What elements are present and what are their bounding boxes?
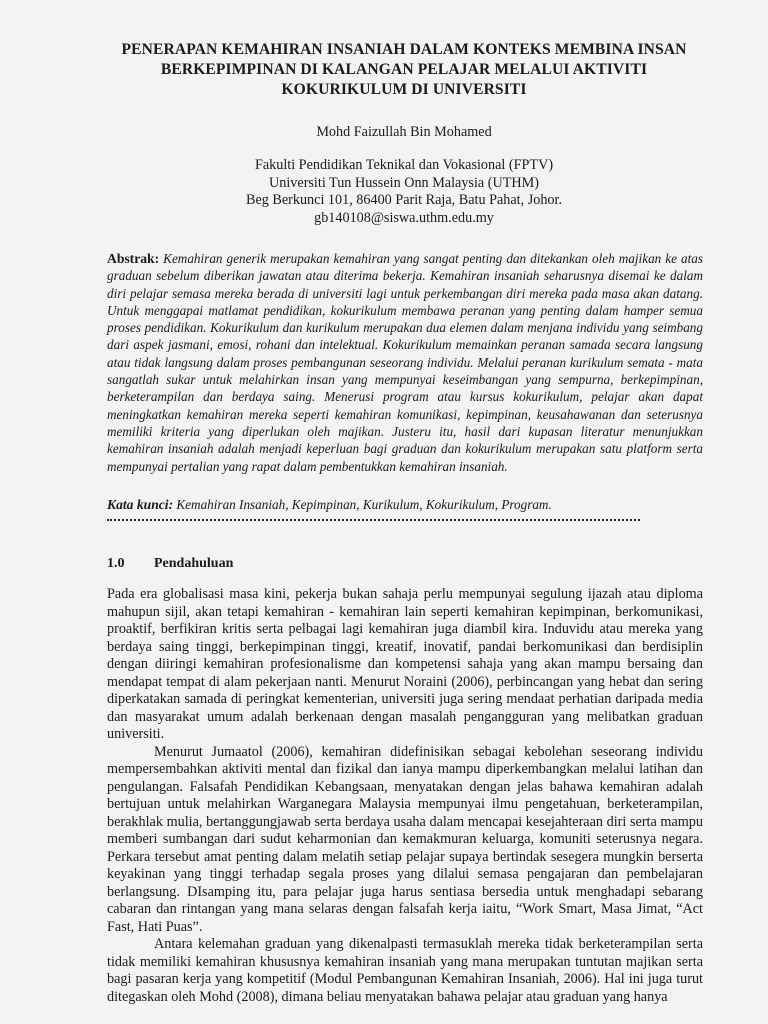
keywords-label: Kata kunci <box>107 497 169 512</box>
paper-title <box>90 40 718 100</box>
abstract-label: Abstrak: <box>107 251 160 266</box>
affiliation-line: Fakulti Pendidikan Teknikal dan Vokasional (FPTV) <box>254 157 554 173</box>
section-title: Pendahuluan <box>154 556 234 571</box>
keywords-colon: : <box>168 497 174 512</box>
dotted-divider <box>107 519 640 521</box>
keywords <box>107 496 703 514</box>
section-number: 1.0 <box>107 556 125 571</box>
affiliation-block <box>90 157 718 227</box>
section-heading <box>107 555 703 573</box>
body-text <box>107 586 703 1006</box>
paragraph: Menurut Jumaatol (2006), kemahiran didefinisikan sebagai kebolehan seseorang individu mempersembahkan aktiviti mental dan fizikal dan ianya mampu diperkembangkan melalui latihan dan pengulangan. Falsafah Pendidikan Kebangsaan, menyatakan dengan jelas bahawa kemahiran adalah bertujuan untuk melahirkan Warganegara Malaysia mempunyai ilmu pengetahuan, berketerampilan, berakhlak mulia, bertanggungjawab serta berdaya usaha dalam mencapai kesejahteraan diri serta mampu memberi sumbangan dari sudut keharmonian dan kemakmuran keluarga, komuniti seterusnya negara. Perkara tersebut amat penting dalam melatih setiap pelajar supaya bertindak sesegera mungkin berserta keyakinan yang tinggi terhadap segala proses yang dilalui semasa pengajaran dan pembelajaran berlangsung. DIsamping itu, para pelajar juga harus sentiasa bersedia untuk menghadapi sebarang cabaran dan rintangan yang mana selaras dengan falsafah kerja iaitu, “Work Smart, Masa Jimat, “Act Fast, Hati Puas”. <box>107 743 703 935</box>
author-name: Mohd Faizullah Bin Mohamed <box>316 124 492 140</box>
affiliation-line: Universiti Tun Hussein Onn Malaysia (UTHM) <box>269 174 539 191</box>
title-line: BERKEPIMPINAN DI KALANGAN PELAJAR MELALUI AKTIVITI <box>160 61 648 78</box>
paragraph: Pada era globalisasi masa kini, pekerja bukan sahaja perlu mempunyai segulung ijazah atau diploma mahupun sijil, akan tetapi kemahiran - kemahiran lain seperti kemahiran kepimpinan, berkomunikasi, proaktif, berfikiran kritis serta pelbagai lagi kemahiran juga diambil kira. Induvidu atau mereka yang berdaya saing tinggi, berkepimpinan tinggi, kreatif, inovatif, pandai berkomunikasi dan berdisiplin dengan diiringi kemahiran profesionalisme dan kompetensi sahaja yang akan mampu bersaing dan mendapat tempat di alam pekerjaan nanti. Menurut Noraini (2006), perbincangan yang hebat dan sering diperkatakan samada di peringkat kementerian, universiti juga sering mendaat perhatian daripada media dan masyarakat umum adalah berkenaan dengan masalah pengangguran yang melibatkan graduan universiti. <box>107 586 703 742</box>
affiliation-line: Beg Berkunci 101, 86400 Parit Raja, Batu Pahat, Johor. <box>245 192 563 208</box>
title-line: KOKURIKULUM DI UNIVERSITI <box>281 81 527 98</box>
abstract-text: Kemahiran generik merupakan kemahiran yang sangat penting dan ditekankan oleh majikan ke atas graduan sebelum diberikan jawatan atau diterima bekerja. Kemahiran insaniah seharusnya disemai ke dalam diri pelajar semasa mereka berada di universiti lagi untuk perkembangan diri mereka pada masa akan datang. Untuk menggapai matlamat pendidikan, kokurikulum membawa peranan yang penting dalam hamper semua proses pendidikan. Kokurikulum dan kurikulum merupakan dua elemen dalam menjana individu yang seimbang dari aspek jasmani, emosi, rohani dan intelektual. Kokurikulum memainkan peranan samada secara langsung atau tidak langsung dalam proses pembangunan seseorang individu. Melalui peranan kurikulum semata - mata sangatlah sukar untuk melahirkan insan yang mempunyai keseimbangan yang sempurna, berkepimpinan, berketerampilan dan berdaya saing. Menerusi program atau kursus kokurikulum, pelajar akan dapat meningkatkan kemahiran mereka seperti kemahiran komunikasi, kepimpinan, keusahawanan dan seterusnya memiliki kriteria yang diperlukan oleh majikan. Justeru itu, hasil dari kupasan literatur menunjukkan kemahiran insaniah adalah menjadi keperluan bagi graduan dan kokurikulum merupakan satu platform serta mempunyai pertalian yang rapat dalam pembentukkan kemahiran insaniah. <box>107 251 704 474</box>
abstract <box>107 250 703 475</box>
author-email: gb140108@siswa.uthm.edu.my <box>314 209 494 226</box>
title-line: PENERAPAN KEMAHIRAN INSANIAH DALAM KONTEKS MEMBINA INSAN <box>121 41 687 58</box>
paragraph: Antara kelemahan graduan yang dikenalpasti termasuklah mereka tidak berketerampilan serta tidak memiliki kemahiran khususnya kemahiran insaniah yang mana merupakan tuntutan majikan serta bagi pasaran kerja yang kompetitif (Modul Pembangunan Kemahiran Insaniah, 2006). Hal ini juga turut ditegaskan oleh Mohd (2008), dimana beliau menyatakan bahawa pelajar atau graduan yang hanya <box>107 936 703 1005</box>
keywords-text: Kemahiran Insaniah, Kepimpinan, Kurikulum, Kokurikulum, Program. <box>173 497 552 512</box>
